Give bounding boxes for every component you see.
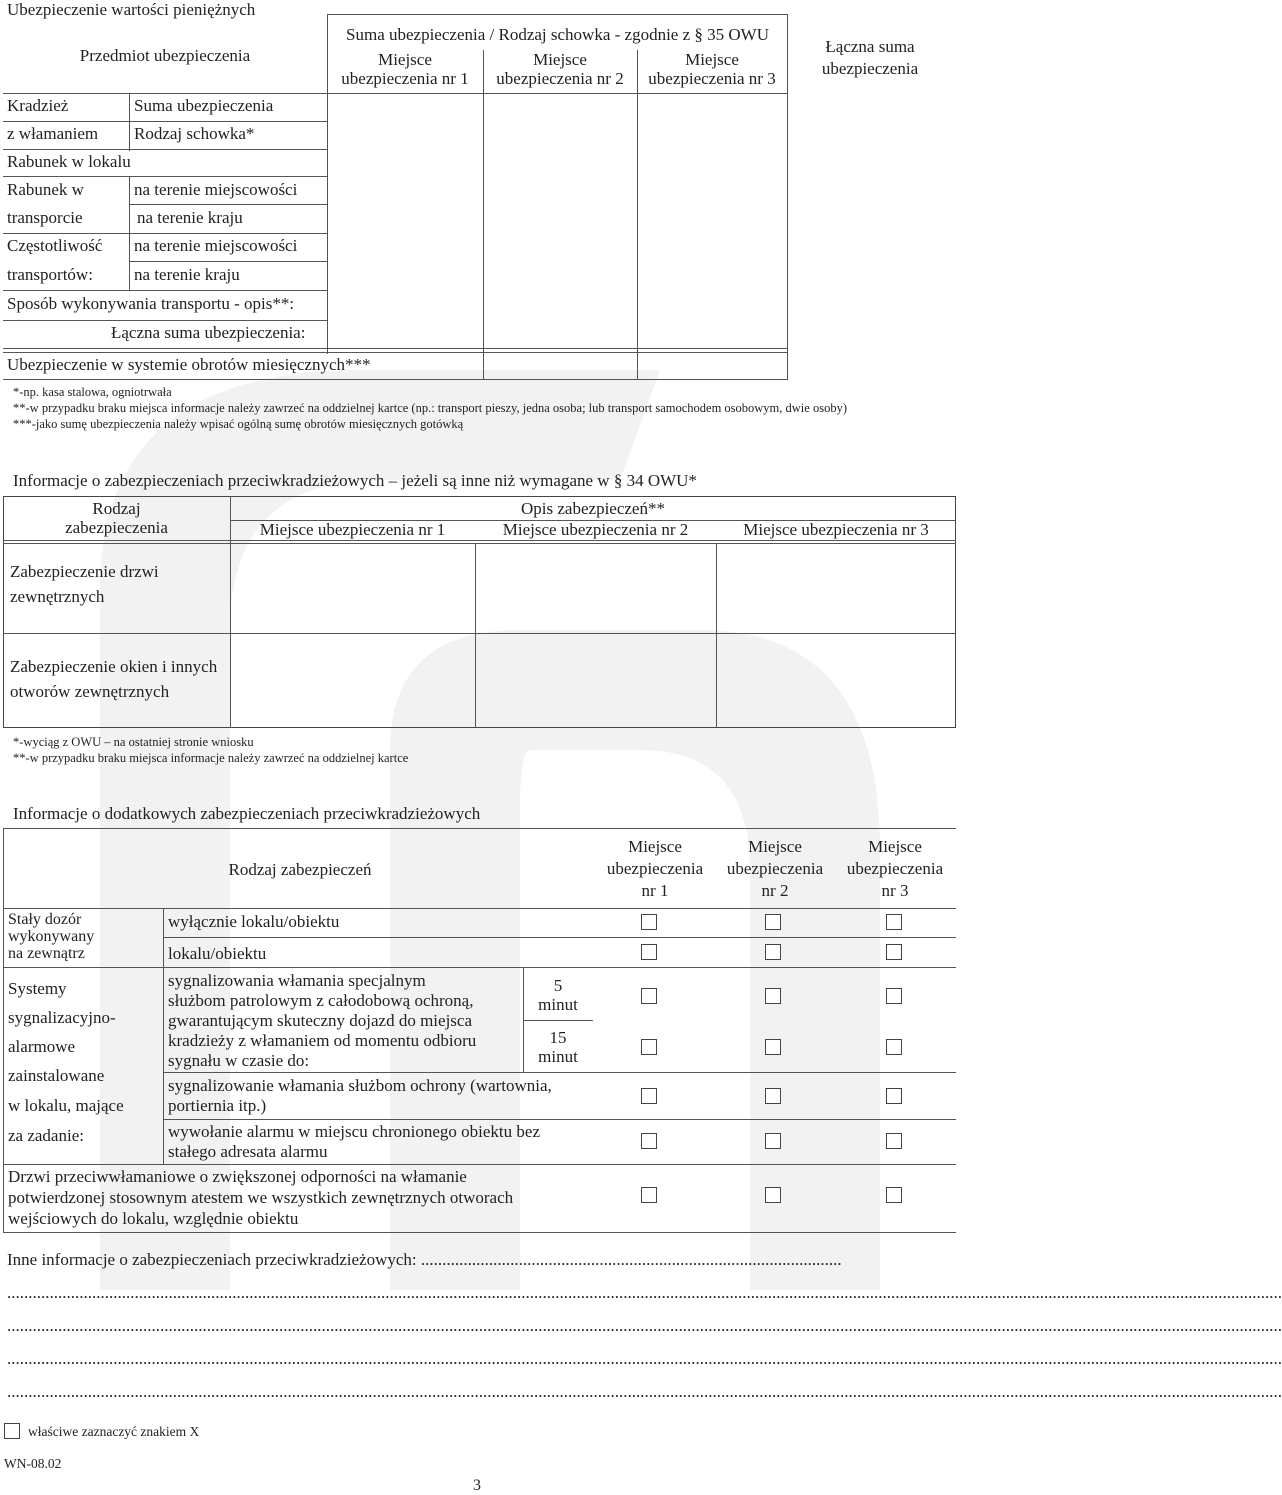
transport-miejscowosc: na terenie miejscowości: [134, 180, 298, 199]
sum-header: Suma ubezpieczenia / Rodzaj schowka - zgodnie z § 35 OWU: [346, 25, 769, 44]
dozor-a: wyłącznie lokalu/obiektu: [168, 912, 340, 931]
s2-place1: Miejsce ubezpieczenia nr 1: [259, 520, 446, 539]
checkbox-dozor-a-place2[interactable]: [765, 914, 781, 930]
dozor-1: Stały dozór: [8, 911, 82, 928]
subject-header: Przedmiot ubezpieczenia: [79, 46, 251, 65]
checkbox-ochrona-place1[interactable]: [641, 1088, 657, 1104]
rabunek-transport-2: transporcie: [7, 208, 83, 227]
alarm-1: wywołanie alarmu w miejscu chronionego obiektu bez: [168, 1122, 540, 1141]
syg-3: gwarantującym skuteczny dojazd do miejsca: [168, 1011, 472, 1030]
checkbox-drzwi-place2[interactable]: [765, 1187, 781, 1203]
checkbox-15min-place1[interactable]: [641, 1039, 657, 1055]
sposob-label: Sposób wykonywania transportu - opis**:: [7, 294, 295, 313]
section2-title: Informacje o zabezpieczeniach przeciwkradzieżowych – jeżeli są inne niż wymagane w § 34 OWU*: [13, 471, 697, 490]
section1-title: Ubezpieczenie wartości pieniężnych: [7, 0, 256, 19]
checkbox-5min-place3[interactable]: [886, 988, 902, 1004]
s3-place3-word2: ubezpieczenia: [846, 859, 944, 878]
note-1: *-np. kasa stalowa, ogniotrwała: [13, 385, 172, 399]
s2-place3: Miejsce ubezpieczenia nr 3: [743, 520, 929, 539]
checkbox-dozor-b-place3[interactable]: [886, 944, 902, 960]
drzwi-2: potwierdzonej stosownym atestem we wszystkich zewnętrznych otworach: [8, 1188, 514, 1207]
dotted-line-2[interactable]: ............................................................................................................................................................................................................................................................................................................: [7, 1316, 1282, 1335]
s3-place3-nr: nr 3: [881, 881, 909, 900]
checkbox-alarm-place1[interactable]: [641, 1133, 657, 1149]
okna-label-1: Zabezpieczenie okien i innych: [10, 657, 218, 676]
schowek-label: Rodzaj schowka*: [134, 124, 255, 143]
place1-word: Miejsce: [378, 50, 432, 69]
fifteen-label: 15: [549, 1028, 567, 1047]
checkbox-ochrona-place2[interactable]: [765, 1088, 781, 1104]
checkbox-15min-place3[interactable]: [886, 1039, 902, 1055]
laczna-suma-label: Łączna suma ubezpieczenia:: [111, 323, 306, 342]
drzwi-label-1: Zabezpieczenie drzwi: [10, 562, 159, 581]
syg-2: służbom patrolowym z całodobową ochroną,: [168, 991, 474, 1010]
drzwi-1: Drzwi przeciwwłamaniowe o zwiększonej odporności na włamanie: [8, 1167, 467, 1186]
checkbox-5min-place1[interactable]: [641, 988, 657, 1004]
place3-label: ubezpieczenia nr 3: [648, 69, 776, 88]
drzwi-label-2: zewnętrznych: [10, 587, 105, 606]
dotted-line-3[interactable]: ............................................................................................................................................................................................................................................................................................................: [7, 1349, 1282, 1368]
czestotliwosc-1: Częstotliwość: [7, 236, 103, 255]
place2-label: ubezpieczenia nr 2: [496, 69, 624, 88]
dotted-line-1[interactable]: ............................................................................................................................................................................................................................................................................................................: [7, 1283, 1282, 1302]
s3-place1-nr: nr 1: [641, 881, 669, 900]
inne-informacje[interactable]: Inne informacje o zabezpieczeniach przeciwkradzieżowych: ...................................................................................................: [7, 1250, 842, 1269]
minut-label-1: minut: [538, 995, 578, 1014]
ochrona-2: portiernia itp.): [168, 1096, 267, 1115]
syg-4: kradzieży z włamaniem od momentu odbioru: [168, 1031, 477, 1050]
note-3: ***-jako sumę ubezpieczenia należy wpisać ogólną sumę obrotów miesięcznych gotówką: [13, 417, 464, 431]
transport-kraj: na terenie kraju: [137, 208, 243, 227]
checkbox-alarm-place3[interactable]: [886, 1133, 902, 1149]
checkbox-ochrona-place3[interactable]: [886, 1088, 902, 1104]
rodzaj-label-1: Rodzaj: [92, 499, 141, 518]
place3-word: Miejsce: [685, 50, 739, 69]
rabunek-lokal-label: Rabunek w lokalu: [7, 152, 131, 171]
legend-text: właściwe zaznaczyć znakiem X: [28, 1424, 200, 1439]
suma-label: Suma ubezpieczenia: [134, 96, 274, 115]
rabunek-transport-1: Rabunek w: [7, 180, 84, 199]
systemy-2: sygnalizacyjno-: [8, 1008, 116, 1027]
checkbox-dozor-b-place1[interactable]: [641, 944, 657, 960]
systemy-6: za zadanie:: [8, 1126, 84, 1145]
alarm-2: stałego adresata alarmu: [168, 1142, 328, 1161]
s3-place3-word: Miejsce: [868, 837, 922, 856]
checkbox-alarm-place2[interactable]: [765, 1133, 781, 1149]
kradziez-label-2: z włamaniem: [7, 124, 99, 143]
checkbox-5min-place2[interactable]: [765, 988, 781, 1004]
total-header-2: ubezpieczenia: [821, 59, 919, 78]
syg-5: sygnału w czasie do:: [168, 1051, 310, 1070]
rodzaj-zabezpieczen: Rodzaj zabezpieczeń: [228, 860, 372, 879]
okna-label-2: otworów zewnętrznych: [10, 682, 170, 701]
czestotliwosc-kraj: na terenie kraju: [134, 265, 240, 284]
opis-header: Opis zabezpieczeń**: [521, 499, 665, 518]
checkbox-drzwi-place1[interactable]: [641, 1187, 657, 1203]
checkbox-drzwi-place3[interactable]: [886, 1187, 902, 1203]
s3-place2-word2: ubezpieczenia: [726, 859, 824, 878]
ochrona-1: sygnalizowanie włamania służbom ochrony (wartownia,: [168, 1076, 552, 1095]
s2-note-2: **-w przypadku braku miejsca informacje należy zawrzeć na oddzielnej kartce: [13, 751, 409, 765]
note-2: **-w przypadku braku miejsca informacje należy zawrzeć na oddzielnej kartce (np.: transport pieszy, jedna osoba; lub transport samochodem osobowym, dwie osoby): [13, 401, 847, 415]
syg-1: sygnalizowania włamania specjalnym: [168, 971, 426, 990]
checkbox-dozor-b-place2[interactable]: [765, 944, 781, 960]
s2-note-1: *-wyciąg z OWU – na ostatniej stronie wniosku: [13, 735, 254, 749]
czestotliwosc-miejscowosc: na terenie miejscowości: [134, 236, 298, 255]
dozor-b: lokalu/obiektu: [168, 944, 267, 963]
czestotliwosc-2: transportów:: [7, 265, 93, 284]
legend-checkbox: [4, 1423, 20, 1439]
rodzaj-label-2: zabezpieczenia: [65, 518, 168, 537]
systemy-1: Systemy: [8, 979, 67, 998]
dotted-line-4[interactable]: ............................................................................................................................................................................................................................................................................................................: [7, 1382, 1282, 1401]
five-label: 5: [553, 976, 563, 995]
s2-place2: Miejsce ubezpieczenia nr 2: [502, 520, 689, 539]
form-code: WN-08.02: [4, 1456, 62, 1471]
place2-word: Miejsce: [533, 50, 587, 69]
s3-place2-word: Miejsce: [748, 837, 802, 856]
place1-label: ubezpieczenia nr 1: [341, 69, 469, 88]
systemy-3: alarmowe: [8, 1037, 76, 1056]
drzwi-3: wejściowych do lokalu, względnie obiektu: [8, 1209, 299, 1228]
s3-place1-word2: ubezpieczenia: [606, 859, 704, 878]
section3-title: Informacje o dodatkowych zabezpieczeniach przeciwkradzieżowych: [13, 804, 481, 823]
dozor-3: na zewnątrz: [8, 945, 85, 962]
kradziez-label-1: Kradzież: [7, 96, 69, 115]
total-header-1: Łączna suma: [825, 37, 915, 56]
systemy-5: w lokalu, mające: [8, 1096, 124, 1115]
systemy-4: zainstalowane: [8, 1066, 105, 1085]
page-number: 3: [473, 1477, 481, 1494]
minut-label-2: minut: [538, 1047, 578, 1066]
obroty-label: Ubezpieczenie w systemie obrotów miesięcznych***: [7, 355, 371, 374]
s3-place2-nr: nr 2: [761, 881, 789, 900]
checkbox-dozor-a-place3[interactable]: [886, 914, 902, 930]
checkbox-dozor-a-place1[interactable]: [641, 914, 657, 930]
s3-place1-word: Miejsce: [628, 837, 682, 856]
dozor-2: wykonywany: [8, 928, 95, 945]
checkbox-15min-place2[interactable]: [765, 1039, 781, 1055]
